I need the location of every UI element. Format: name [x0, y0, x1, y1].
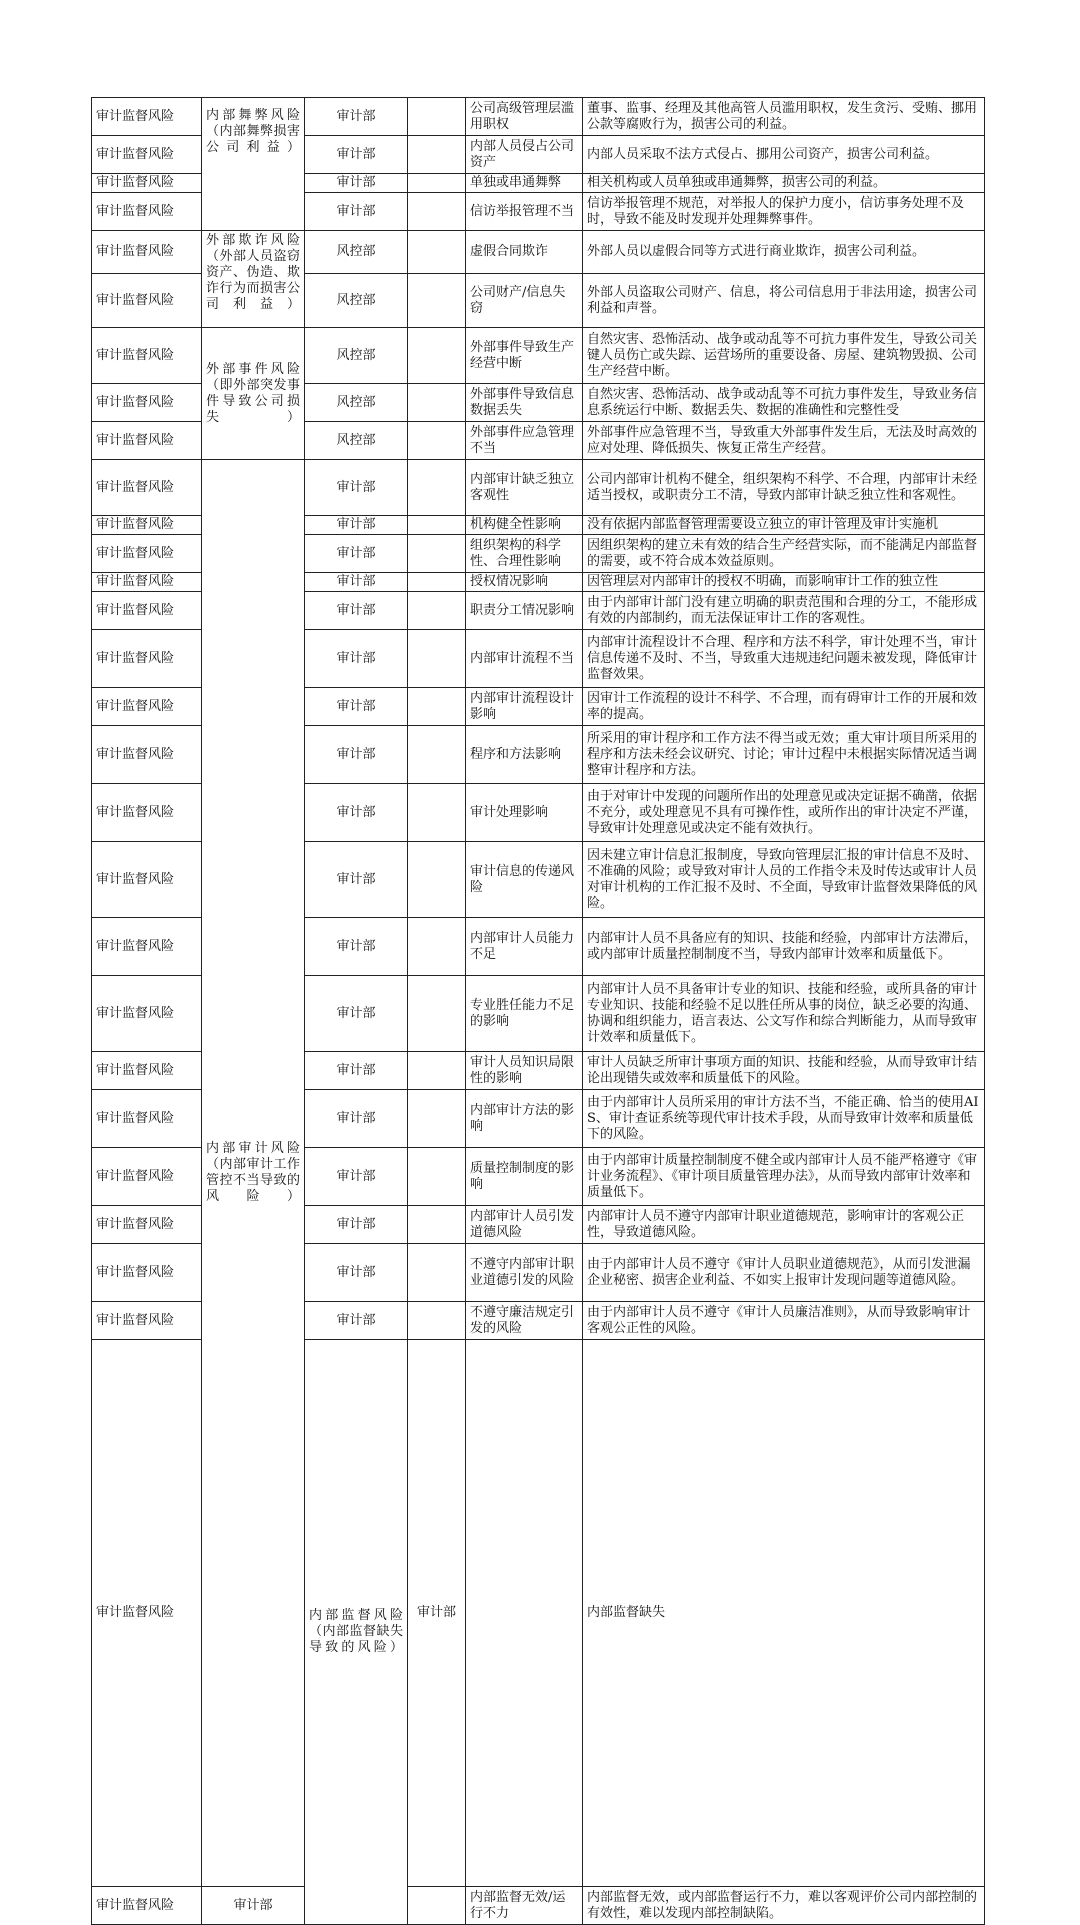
department-cell: 审计部: [305, 592, 408, 630]
blank-cell: [408, 1302, 466, 1340]
category-cell: 审计监督风险: [92, 1244, 202, 1302]
department-cell: 审计部: [305, 726, 408, 784]
risk-point-cell: 内部审计人员能力不足: [466, 918, 583, 976]
category-cell: 审计监督风险: [92, 1887, 202, 1925]
table-row: [92, 231, 985, 274]
department-cell: 审计部: [305, 1052, 408, 1090]
blank-cell: [408, 842, 466, 918]
risk-point-cell: 虚假合同欺诈: [466, 231, 583, 274]
description-cell: 因组织架构的建立未有效的结合生产经营实际，而不能满足内部监督的需要，或不符合成本效益原则。: [583, 535, 985, 573]
department-cell: 审计部: [305, 136, 408, 174]
category-cell: 审计监督风险: [92, 460, 202, 516]
blank-cell: [408, 726, 466, 784]
category-cell: 审计监督风险: [92, 1302, 202, 1340]
department-cell: 审计部: [305, 193, 408, 231]
blank-cell: [408, 592, 466, 630]
department-cell: 审计部: [305, 1206, 408, 1244]
blank-cell: [408, 422, 466, 460]
table-row: [92, 98, 985, 136]
category-cell: 审计监督风险: [92, 726, 202, 784]
description-cell: 信访举报管理不规范，对举报人的保护力度小，信访事务处理不及时，导致不能及时发现并处理舞弊事件。: [583, 193, 985, 231]
risk-point-cell: 外部事件导致生产经营中断: [466, 328, 583, 384]
category-cell: 审计监督风险: [92, 136, 202, 174]
description-cell: 内部监督无效，或内部监督运行不力，难以客观评价公司内部控制的有效性，难以发现内部控制缺陷。: [583, 1887, 985, 1925]
category-cell: 审计监督风险: [92, 1340, 202, 1887]
blank-cell: [408, 174, 466, 193]
category-cell: 审计监督风险: [92, 976, 202, 1052]
risk-point-cell: 不遵守廉洁规定引发的风险: [466, 1302, 583, 1340]
description-cell: 外部人员以虚假合同等方式进行商业欺诈，损害公司利益。: [583, 231, 985, 274]
category-cell: 审计监督风险: [92, 274, 202, 328]
risk-point-cell: 质量控制制度的影响: [466, 1148, 583, 1206]
risk-point-cell: 不遵守内部审计职业道德引发的风险: [466, 1244, 583, 1302]
category-cell: 审计监督风险: [92, 918, 202, 976]
department-cell: 审计部: [305, 688, 408, 726]
department-cell: 审计部: [305, 630, 408, 688]
category-cell: 审计监督风险: [92, 516, 202, 535]
description-cell: 内部审计流程设计不合理、程序和方法不科学，审计处理不当，审计信息传递不及时、不当，导致重大违规违纪问题未被发现，降低审计监督效果。: [583, 630, 985, 688]
department-cell: 审计部: [305, 1090, 408, 1148]
department-cell: 审计部: [305, 174, 408, 193]
category-cell: 审计监督风险: [92, 174, 202, 193]
blank-cell: [408, 573, 466, 592]
description-cell: 因管理层对内部审计的授权不明确，而影响审计工作的独立性: [583, 573, 985, 592]
description-cell: 内部审计人员不遵守内部审计职业道德规范，影响审计的客观公正性，导致道德风险。: [583, 1206, 985, 1244]
description-cell: 因审计工作流程的设计不科学、不合理，而有碍审计工作的开展和效率的提高。: [583, 688, 985, 726]
category-cell: 审计监督风险: [92, 231, 202, 274]
group-cell: 外部欺诈风险（外部人员盗窃资产、伪造、欺诈行为而损害公司利益）: [202, 231, 305, 328]
risk-point-cell: 公司高级管理层滥用职权: [466, 98, 583, 136]
risk-point-cell: 外部事件导致信息数据丢失: [466, 384, 583, 422]
risk-point-cell: 职责分工情况影响: [466, 592, 583, 630]
description-cell: 由于对审计中发现的问题所作出的处理意见或决定证据不确凿，依据不充分，或处理意见不具有可操作性，或所作出的审计决定不严谨，导致审计处理意见或决定不能有效执行。: [583, 784, 985, 842]
description-cell: 自然灾害、恐怖活动、战争或动乱等不可抗力事件发生，导致业务信息系统运行中断、数据丢失、数据的准确性和完整性受: [583, 384, 985, 422]
blank-cell: [408, 384, 466, 422]
blank-cell: [408, 1090, 466, 1148]
category-cell: 审计监督风险: [92, 784, 202, 842]
risk-point-cell: 审计信息的传递风险: [466, 842, 583, 918]
blank-cell: [408, 274, 466, 328]
department-cell: 审计部: [202, 1887, 305, 1925]
blank-cell: [408, 1206, 466, 1244]
description-cell: 所采用的审计程序和工作方法不得当或无效；重大审计项目所采用的程序和方法未经会议研究、讨论；审计过程中未根据实际情况适当调整审计程序和方法。: [583, 726, 985, 784]
description-cell: 公司内部审计机构不健全，组织架构不科学、不合理，内部审计未经适当授权，或职责分工不清，导致内部审计缺乏独立性和客观性。: [583, 460, 985, 516]
risk-point-cell: 外部事件应急管理不当: [466, 422, 583, 460]
description-cell: 因未建立审计信息汇报制度，导致向管理层汇报的审计信息不及时、不准确的风险；或导致对审计人员的工作指令未及时传达或审计人员对审计机构的工作汇报不及时、不全面，导致审计监督效果降低的风险。: [583, 842, 985, 918]
risk-point-cell: 程序和方法影响: [466, 726, 583, 784]
department-cell: 审计部: [305, 98, 408, 136]
risk-point-cell: 公司财产/信息失窃: [466, 274, 583, 328]
table-row: [92, 328, 985, 384]
description-cell: 由于内部审计人员不遵守《审计人员廉洁准则》，从而导致影响审计客观公正性的风险。: [583, 1302, 985, 1340]
blank-cell: [408, 193, 466, 231]
category-cell: 审计监督风险: [92, 384, 202, 422]
description-cell: 内部审计人员不具备审计专业的知识、技能和经验，或所具备的审计专业知识、技能和经验不足以胜任所从事的岗位，缺乏必要的沟通、协调和组织能力，语言表达、公文写作和综合判断能力，从而导致审计效率和质量低下。: [583, 976, 985, 1052]
risk-point-cell: 审计人员知识局限性的影响: [466, 1052, 583, 1090]
risk-point-cell: 专业胜任能力不足的影响: [466, 976, 583, 1052]
department-cell: 审计部: [305, 535, 408, 573]
department-cell: 审计部: [305, 1302, 408, 1340]
category-cell: 审计监督风险: [92, 1090, 202, 1148]
group-cell: 内部舞弊风险（内部舞弊损害公司利益）: [202, 98, 305, 231]
department-cell: 审计部: [305, 1148, 408, 1206]
blank-cell: [408, 976, 466, 1052]
table-row: [92, 460, 985, 516]
category-cell: 审计监督风险: [92, 328, 202, 384]
description-cell: 由于内部审计质量控制制度不健全或内部审计人员不能严格遵守《审计业务流程》、《审计项目质量管理办法》，从而导致内部审计效率和质量低下。: [583, 1148, 985, 1206]
blank-cell: [408, 1244, 466, 1302]
department-cell: 审计部: [305, 918, 408, 976]
description-cell: 自然灾害、恐怖活动、战争或动乱等不可抗力事件发生，导致公司关键人员伤亡或失踪、运营场所的重要设备、房屋、建筑物毁损、公司生产经营中断。: [583, 328, 985, 384]
risk-point-cell: 内部审计流程设计影响: [466, 688, 583, 726]
description-cell: 审计人员缺乏所审计事项方面的知识、技能和经验，从而导致审计结论出现错失或效率和质量低下的风险。: [583, 1052, 985, 1090]
blank-cell: [408, 328, 466, 384]
risk-point-cell: 内部人员侵占公司资产: [466, 136, 583, 174]
description-cell: 董事、监事、经理及其他高管人员滥用职权，发生贪污、受贿、挪用公款等腐败行为，损害公司的利益。: [583, 98, 985, 136]
category-cell: 审计监督风险: [92, 630, 202, 688]
description-cell: 由于内部审计部门没有建立明确的职责范围和合理的分工，不能形成有效的内部制约，而无法保证审计工作的客观性。: [583, 592, 985, 630]
blank-cell: [408, 136, 466, 174]
risk-table: [91, 97, 985, 1925]
blank-cell: [408, 1148, 466, 1206]
risk-point-cell: 内部监督无效/运行不力: [466, 1887, 583, 1925]
risk-point-cell: 审计处理影响: [466, 784, 583, 842]
description-cell: 外部事件应急管理不当，导致重大外部事件发生后，无法及时高效的应对处理、降低损失、恢复正常生产经营。: [583, 422, 985, 460]
department-cell: 审计部: [305, 842, 408, 918]
description-cell: 内部人员采取不法方式侵占、挪用公司资产，损害公司利益。: [583, 136, 985, 174]
risk-point-cell: 内部审计缺乏独立客观性: [466, 460, 583, 516]
risk-point-cell: 内部审计人员引发道德风险: [466, 1206, 583, 1244]
blank-cell: [408, 784, 466, 842]
risk-point-cell: 内部监督缺失: [583, 1340, 985, 1887]
risk-point-cell: 内部审计流程不当: [466, 630, 583, 688]
blank-cell: [466, 1340, 583, 1887]
department-cell: 审计部: [305, 784, 408, 842]
blank-cell: [408, 516, 466, 535]
department-cell: 风控部: [305, 274, 408, 328]
description-cell: 没有依据内部监督管理需要设立独立的审计管理及审计实施机: [583, 516, 985, 535]
category-cell: 审计监督风险: [92, 688, 202, 726]
department-cell: 风控部: [305, 422, 408, 460]
blank-cell: [408, 535, 466, 573]
blank-cell: [408, 231, 466, 274]
category-cell: 审计监督风险: [92, 193, 202, 231]
category-cell: 审计监督风险: [92, 573, 202, 592]
blank-cell: [408, 460, 466, 516]
risk-point-cell: 组织架构的科学性、合理性影响: [466, 535, 583, 573]
department-cell: 风控部: [305, 328, 408, 384]
department-cell: 审计部: [305, 460, 408, 516]
department-cell: 审计部: [408, 1340, 466, 1887]
table-row: [92, 1887, 985, 1925]
blank-cell: [408, 630, 466, 688]
risk-point-cell: 内部审计方法的影响: [466, 1090, 583, 1148]
group-cell: 外部事件风险（即外部突发事件导致公司损失）: [202, 328, 305, 460]
description-cell: 外部人员盗取公司财产、信息，将公司信息用于非法用途，损害公司利益和声誉。: [583, 274, 985, 328]
description-cell: 由于内部审计人员所采用的审计方法不当，不能正确、恰当的使用AIS、审计查证系统等现代审计技术手段，从而导致审计效率和质量低下的风险。: [583, 1090, 985, 1148]
department-cell: 风控部: [305, 384, 408, 422]
group-cell: 内部监督风险（内部监督缺失导致的风险）: [305, 1340, 408, 1925]
category-cell: 审计监督风险: [92, 842, 202, 918]
department-cell: 审计部: [305, 1244, 408, 1302]
category-cell: 审计监督风险: [92, 1148, 202, 1206]
blank-cell: [408, 688, 466, 726]
department-cell: 审计部: [305, 573, 408, 592]
blank-cell: [408, 98, 466, 136]
description-cell: 由于内部审计人员不遵守《审计人员职业道德规范》，从而引发泄漏企业秘密、损害企业利益、不如实上报审计发现问题等道德风险。: [583, 1244, 985, 1302]
risk-point-cell: 授权情况影响: [466, 573, 583, 592]
description-cell: 相关机构或人员单独或串通舞弊，损害公司的利益。: [583, 174, 985, 193]
risk-point-cell: 机构健全性影响: [466, 516, 583, 535]
category-cell: 审计监督风险: [92, 1206, 202, 1244]
risk-point-cell: 信访举报管理不当: [466, 193, 583, 231]
category-cell: 审计监督风险: [92, 98, 202, 136]
category-cell: 审计监督风险: [92, 592, 202, 630]
category-cell: 审计监督风险: [92, 535, 202, 573]
risk-point-cell: 单独或串通舞弊: [466, 174, 583, 193]
group-cell: 内部审计风险（内部审计工作管控不当导致的风险）: [202, 460, 305, 1887]
department-cell: 审计部: [305, 516, 408, 535]
category-cell: 审计监督风险: [92, 422, 202, 460]
category-cell: 审计监督风险: [92, 1052, 202, 1090]
department-cell: 审计部: [305, 976, 408, 1052]
blank-cell: [408, 1887, 466, 1925]
description-cell: 内部审计人员不具备应有的知识、技能和经验，内部审计方法滞后，或内部审计质量控制制度不当，导致内部审计效率和质量低下。: [583, 918, 985, 976]
blank-cell: [408, 918, 466, 976]
blank-cell: [408, 1052, 466, 1090]
department-cell: 风控部: [305, 231, 408, 274]
